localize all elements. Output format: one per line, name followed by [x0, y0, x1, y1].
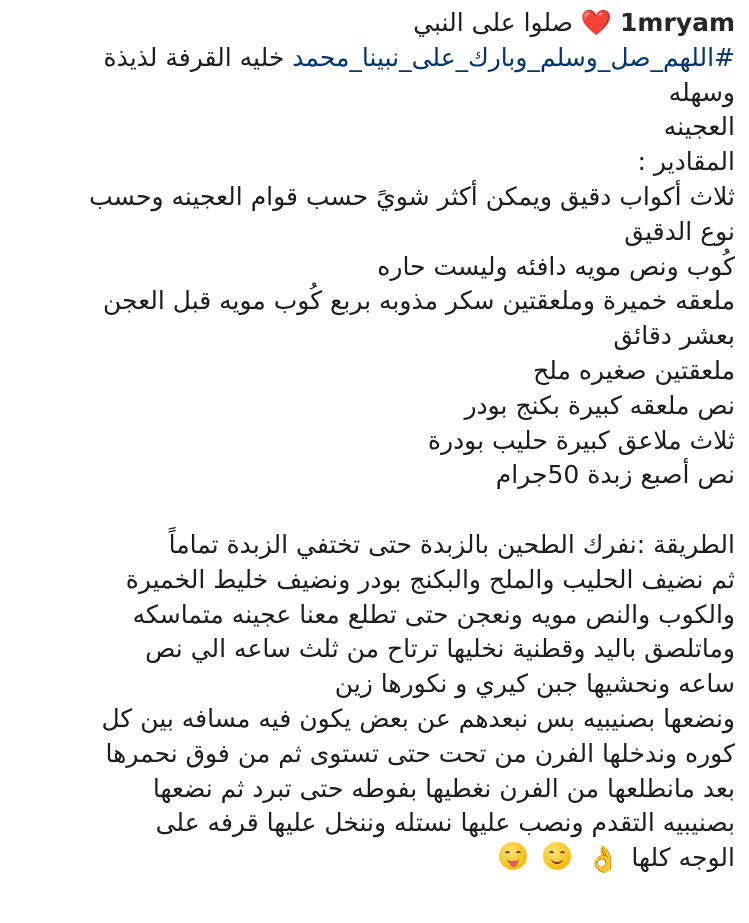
caption-last-line	[22, 841, 735, 878]
lead-text: صلوا على النبي	[413, 8, 573, 37]
caption-line: بعد مانطلعها من الفرن نغطيها بفوطه حتى تبرد ثم نضعها	[152, 773, 735, 803]
ok-hand-emoji-icon: 👌	[587, 845, 620, 876]
smiling-face-emoji-icon	[543, 842, 571, 870]
caption-text: الوجه كلها	[631, 843, 735, 873]
caption-line: ملعقه خميرة وملعقتين سكر مذوبه بربع كُوب مويه قبل العجن	[103, 286, 735, 316]
heart-emoji-icon: ❤️	[580, 8, 613, 37]
caption-line: بصنيبيه التقدم ونصب عليها نستله وننخل عليها قرفه على	[155, 808, 735, 838]
caption-line-1	[22, 6, 735, 41]
caption-line: ثلاث ملاعق كبيرة حليب بودرة	[427, 425, 735, 455]
caption-line: ونضعها بصنيبيه بس نبعدهم عن بعض يكون فيه مسافه بين كل	[101, 703, 735, 733]
caption-line: ملعقتين صغيره ملح	[533, 355, 735, 385]
caption-line-2	[22, 41, 735, 76]
username-link[interactable]: 1mryam	[620, 8, 735, 37]
caption-line: نص أصبع زبدة 50جرام	[495, 460, 735, 490]
caption-line: ساعه ونحشيها جبن كيري و نكورها زين	[334, 669, 735, 699]
caption-line: الطريقة :نفرك الطحين بالزبدة حتى تختفي الزبدة تماماً	[168, 529, 735, 559]
yum-face-emoji-icon	[499, 842, 527, 870]
caption-line: نص ملعقه كبيرة بكنج بودر	[464, 390, 735, 420]
caption-text: خليه القرفة لذيذة	[103, 42, 285, 72]
caption-line: وماتلصق باليد وقطنية نخليها ترتاح من ثلث ساعه الي نص	[145, 634, 735, 664]
caption-line: ثم نضيف الحليب والملح والبكنج بودر ونضيف خليط الخميرة	[125, 564, 735, 594]
caption-line: كوره وندخلها الفرن من تحت حتى تستوى ثم من فوق نحمرها	[105, 738, 735, 768]
caption-line: نوع الدقيق	[624, 216, 735, 246]
caption-line: بعشر دقائق	[613, 321, 735, 351]
caption-line: ثلاث أكواب دقيق ويمكن أكثر شويً حسب قوام العجينه وحسب	[89, 181, 735, 211]
caption-line: وسهله	[668, 77, 735, 107]
caption-line: العجينه	[663, 112, 735, 142]
caption-line: والكوب والنص مويه ونعجن حتى تطلع معنا عجينه متماسكه	[132, 599, 735, 629]
blank-line	[22, 493, 735, 528]
caption-line: المقادير :	[637, 147, 735, 177]
post-caption	[22, 6, 735, 878]
hashtag-link[interactable]: #اللهم_صل_وسلم_وبارك_على_نبينا_محمد	[292, 42, 735, 72]
caption-line: كُوب ونص مويه دافئه وليست حاره	[377, 251, 735, 281]
